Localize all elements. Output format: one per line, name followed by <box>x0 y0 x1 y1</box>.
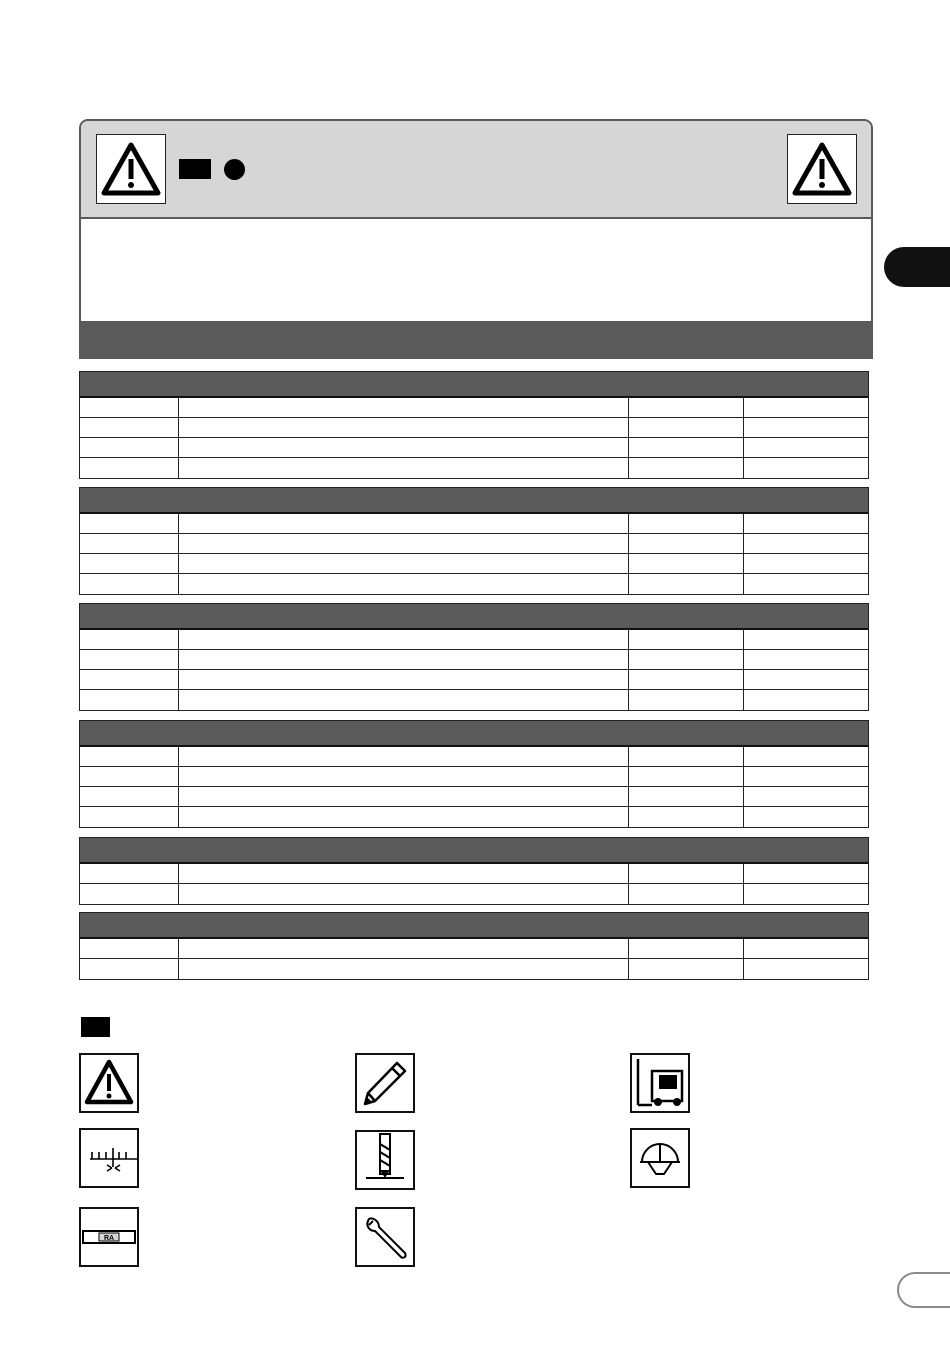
table-header <box>80 721 868 747</box>
table-row <box>80 438 868 458</box>
spirit-level-icon <box>79 1207 139 1267</box>
warning-triangle-icon <box>96 134 166 204</box>
table-row <box>80 959 868 979</box>
table-header <box>80 372 868 398</box>
language-marker-box <box>179 159 211 179</box>
table-row <box>80 787 868 807</box>
table-header <box>80 488 868 514</box>
table-row <box>80 807 868 827</box>
table-row <box>80 574 868 594</box>
warning-triangle-icon <box>79 1053 139 1113</box>
legend-language-marker <box>81 1017 110 1037</box>
spec-table <box>79 371 869 479</box>
table-row <box>80 670 868 690</box>
table-header <box>80 913 868 939</box>
language-side-tab <box>884 247 950 287</box>
spec-table <box>79 720 869 828</box>
table-row <box>80 418 868 438</box>
forklift-icon <box>630 1053 690 1113</box>
spec-table <box>79 603 869 711</box>
pencil-icon <box>355 1053 415 1113</box>
table-row <box>80 864 868 884</box>
warning-header <box>81 121 871 219</box>
table-header <box>80 604 868 630</box>
safety-helmet-icon <box>630 1128 690 1188</box>
drill-bit-icon <box>355 1130 415 1190</box>
table-row <box>80 884 868 904</box>
warning-footer-bar <box>81 321 871 357</box>
table-row <box>80 747 868 767</box>
table-row <box>80 630 868 650</box>
language-marker-dot <box>224 159 245 180</box>
spec-table <box>79 912 869 980</box>
table-row <box>80 398 868 418</box>
table-row <box>80 650 868 670</box>
tolerance-measure-icon <box>79 1128 139 1188</box>
table-row <box>80 767 868 787</box>
warning-body <box>81 219 871 320</box>
wrench-icon <box>355 1207 415 1267</box>
table-row <box>80 690 868 710</box>
level-icon-text: RA <box>103 1235 115 1242</box>
spec-table <box>79 487 869 595</box>
warning-triangle-icon <box>787 134 857 204</box>
table-row <box>80 939 868 959</box>
table-row <box>80 514 868 534</box>
spec-table <box>79 837 869 905</box>
table-row <box>80 458 868 478</box>
table-row <box>80 554 868 574</box>
warning-panel <box>79 119 873 359</box>
table-header <box>80 838 868 864</box>
page-number-tab <box>897 1272 950 1308</box>
table-row <box>80 534 868 554</box>
